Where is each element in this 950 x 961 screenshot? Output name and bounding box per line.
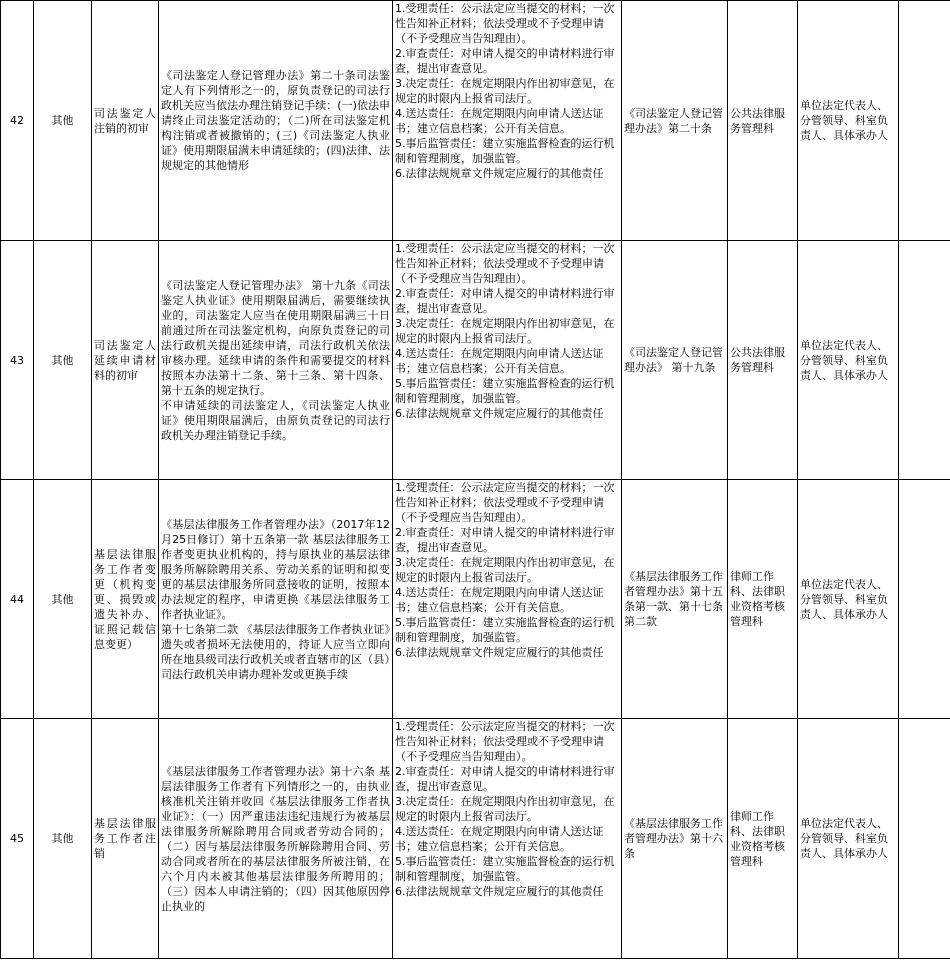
responsibility-item: 2.审查责任：对申请人提交的申请材料进行审查，提出审查意见。 <box>395 287 615 315</box>
legal-basis: 《基层法律服务工作者管理办法》第十六条 基层法律服务工作者有下列情形之一的，由执业核准机关注销并收回《基层法律服务工作者执业证》：（一）因严重违法违纪违规行为被基层法律服务所解除聘用合同或者劳动合同的；（二）因与基层法律服务所解除聘用合同、劳动合同或者所在的基层法律服务所被注销，在六个月内未被其他基层法律服务所聘用的；（三）因本人申请注销的；（四）因其他原因停止执业的 <box>159 719 393 959</box>
responsible-persons: 单位法定代表人、分管领导、科室负责人、具体承办人 <box>798 1 899 241</box>
item-number: 45 <box>1 719 34 959</box>
responsible-persons: 单位法定代表人、分管领导、科室负责人、具体承办人 <box>798 241 899 480</box>
remarks-cell <box>899 719 950 959</box>
responsibility-list <box>393 480 622 719</box>
responsibility-item: 2.审查责任：对申请人提交的申请材料进行审查，提出审查意见。 <box>395 526 615 554</box>
item-number: 43 <box>1 241 34 480</box>
responsibility-list <box>393 719 622 959</box>
responsible-department: 公共法律服务管理科 <box>728 241 798 480</box>
responsibility-item: 3.决定责任：在规定期限内作出初审意见，在规定的时限内上报省司法厅。 <box>395 795 615 823</box>
responsibility-item: 5.事后监管责任：建立实施监督检查的运行机制和管理制度，加强监管。 <box>395 377 615 405</box>
item-number: 42 <box>1 1 34 241</box>
responsible-department: 公共法律服务管理科 <box>728 1 798 241</box>
responsibility-item: 6.法律法规规章文件规定应履行的其他责任 <box>395 167 604 180</box>
responsibility-item: 5.事后监管责任：建立实施监督检查的运行机制和管理制度，加强监管。 <box>395 137 615 165</box>
responsibility-item: 4.送达责任：在规定期限内向申请人送达证书；建立信息档案；公开有关信息。 <box>395 107 604 135</box>
law-reference: 《基层法律服务工作者管理办法》第十五条第一款、第十七条第二款 <box>622 480 728 719</box>
legal-basis: 《司法鉴定人登记管理办法》 第十九条《司法鉴定人执业证》使用期限届满后，需要继续执业的，司法鉴定人应当在使用期限届满三十日前通过所在司法鉴定机构，向原负责登记的司法行政机关提出延续申请，司法行政机关依法审核办理。延续申请的条件和需要提交的材料按照本办法第十二条、第十三条、第十四条、第十五条的规定执行。 不申请延续的司法鉴定人，《司法鉴定人执业证》使用期限届满后，由原负责登记的司法行政机关办理注销登记手续。 <box>159 241 393 480</box>
responsible-persons: 单位法定代表人、分管领导、科室负责人、具体承办人 <box>798 480 899 719</box>
responsibility-item: 1.受理责任：公示法定应当提交的材料；一次性告知补正材料；依法受理或不予受理申请（不予受理应当告知理由）。 <box>395 2 615 45</box>
item-name: 基层法律服务工作者注销 <box>92 719 159 959</box>
remarks-cell <box>899 1 950 241</box>
law-reference: 《基层法律服务工作者管理办法》第十六条 <box>622 719 728 959</box>
responsibility-list <box>393 1 622 241</box>
legal-basis: 《基层法律服务工作者管理办法》（2017年12月25日修订）第十五条第一款 基层法律服务工作者变更执业机构的，持与原执业的基层法律服务所解除聘用关系、劳动关系的证明和拟变更的基层法律服务所同意接收的证明，按照本办法规定的程序，申请更换《基层法律服务工作者执业证》。 第十七条第二款 《基层法律服务工作者执业证》遗失或者损坏无法使用的，持证人应当立即向所在地县级司法行政机关或者直辖市的区（县）司法行政机关申请办理补发或更换手续 <box>159 480 393 719</box>
item-name: 司法鉴定人注销的初审 <box>92 1 159 241</box>
item-name: 司法鉴定人延续申请材料的初审 <box>92 241 159 480</box>
legal-basis: 《司法鉴定人登记管理办法》第二十条司法鉴定人有下列情形之一的，原负责登记的司法行政机关应当依法办理注销登记手续：(一)依法申请终止司法鉴定活动的；（二)所在司法鉴定机构注销或者被撤销的；(三)《司法鉴定人执业证》使用期限届满未申请延续的；(四)法律、法规规定的其他情形 <box>159 1 393 241</box>
responsibility-item: 2.审查责任：对申请人提交的申请材料进行审查，提出审查意见。 <box>395 47 615 75</box>
item-type: 其他 <box>34 241 92 480</box>
law-reference: 《司法鉴定人登记管理办法》第二十条 <box>622 1 728 241</box>
table-row <box>1 1 950 241</box>
item-number: 44 <box>1 480 34 719</box>
law-reference: 《司法鉴定人登记管理办法》 第十九条 <box>622 241 728 480</box>
responsibility-item: 5.事后监管责任：建立实施监督检查的运行机制和管理制度，加强监管。 <box>395 855 615 883</box>
responsibility-item: 3.决定责任：在规定期限内作出初审意见，在规定的时限内上报省司法厅。 <box>395 556 615 584</box>
item-type: 其他 <box>34 1 92 241</box>
responsible-department: 律师工作科、法律职业资格考核管理科 <box>728 719 798 959</box>
responsibility-item: 6.法律法规规章文件规定应履行的其他责任 <box>395 646 604 659</box>
responsibility-item: 2.审查责任：对申请人提交的申请材料进行审查，提出审查意见。 <box>395 765 615 793</box>
table-row <box>1 241 950 480</box>
responsibility-item: 4.送达责任：在规定期限内向申请人送达证书；建立信息档案；公开有关信息。 <box>395 347 604 375</box>
responsibility-item: 4.送达责任：在规定期限内向申请人送达证书；建立信息档案；公开有关信息。 <box>395 586 604 614</box>
responsible-department: 律师工作科、法律职业资格考核管理科 <box>728 480 798 719</box>
remarks-cell <box>899 480 950 719</box>
responsibility-item: 1.受理责任：公示法定应当提交的材料；一次性告知补正材料；依法受理或不予受理申请（不予受理应当告知理由）。 <box>395 481 615 524</box>
responsibility-item: 3.决定责任：在规定期限内作出初审意见，在规定的时限内上报省司法厅。 <box>395 317 615 345</box>
item-name: 基层法律服务工作者变更（机构变更、损毁或遗失补办、证照记载信息变更） <box>92 480 159 719</box>
responsibility-item: 6.法律法规规章文件规定应履行的其他责任 <box>395 407 604 420</box>
responsibility-item: 4.送达责任：在规定期限内向申请人送达证书；建立信息档案；公开有关信息。 <box>395 825 604 853</box>
table-row <box>1 480 950 719</box>
item-type: 其他 <box>34 480 92 719</box>
responsibility-item: 3.决定责任：在规定期限内作出初审意见，在规定的时限内上报省司法厅。 <box>395 77 615 105</box>
remarks-cell <box>899 241 950 480</box>
responsibility-item: 5.事后监管责任：建立实施监督检查的运行机制和管理制度，加强监管。 <box>395 616 615 644</box>
table-row <box>1 719 950 959</box>
responsibility-list <box>393 241 622 480</box>
responsibility-item: 1.受理责任：公示法定应当提交的材料；一次性告知补正材料；依法受理或不予受理申请（不予受理应当告知理由）。 <box>395 720 615 763</box>
responsibility-item: 6.法律法规规章文件规定应履行的其他责任 <box>395 885 604 898</box>
responsibility-item: 1.受理责任：公示法定应当提交的材料；一次性告知补正材料；依法受理或不予受理申请（不予受理应当告知理由）。 <box>395 242 615 285</box>
responsible-persons: 单位法定代表人、分管领导、科室负责人、具体承办人 <box>798 719 899 959</box>
item-type: 其他 <box>34 719 92 959</box>
